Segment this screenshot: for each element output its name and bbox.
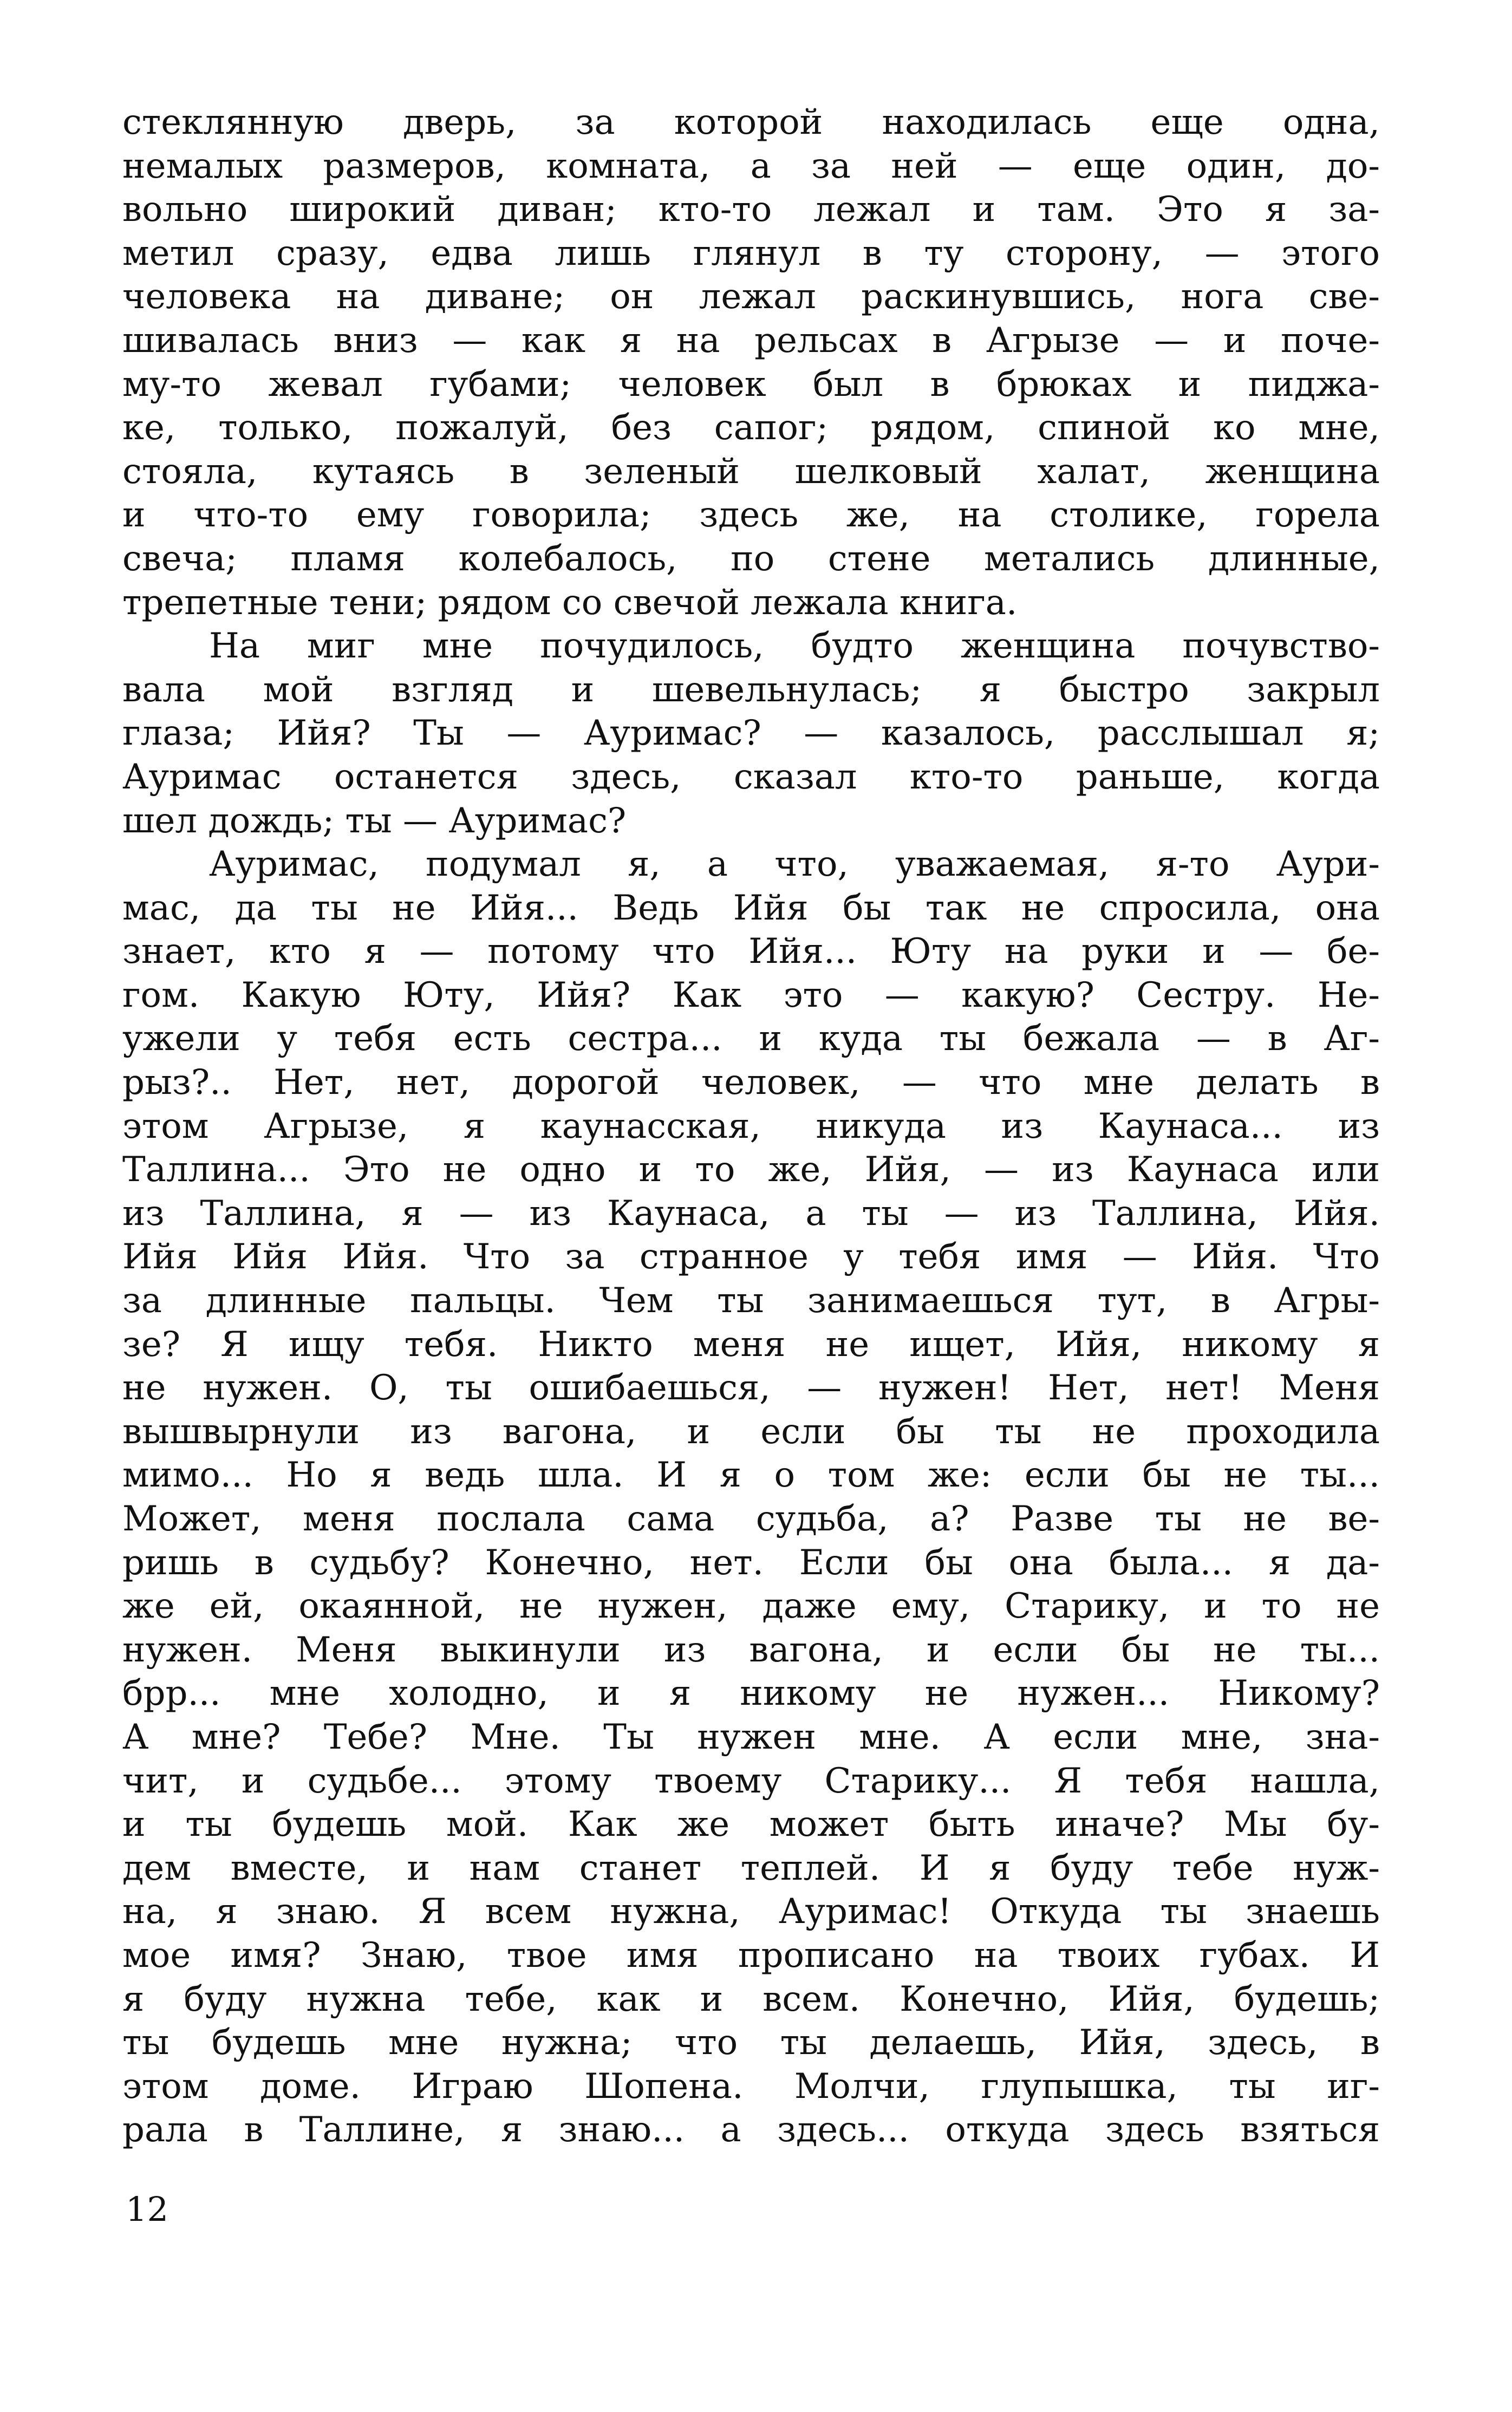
text-line: дем вместе, и нам станет теплей. И я буду тебе нуж- xyxy=(122,1848,1380,1888)
text-line: брр... мне холодно, и я никому не нужен... Никому? xyxy=(122,1673,1380,1714)
text-line: А мне? Тебе? Мне. Ты нужен мне. А если мне, зна- xyxy=(122,1717,1380,1757)
text-line: мас, да ты не Ийя... Ведь Ийя бы так не спросила, она xyxy=(122,888,1380,928)
text-line: глаза; Ийя? Ты — Ауримас? — казалось, расслышал я; xyxy=(122,713,1380,754)
text-line: человека на диване; он лежал раскинувшись, нога све- xyxy=(122,277,1380,317)
text-line: шел дождь; ты — Ауримас? xyxy=(122,800,627,841)
text-line: Таллина... Это не одно и то же, Ийя, — из Каунаса или xyxy=(122,1150,1380,1190)
text-line: нужен. Меня выкинули из вагона, и если бы не ты... xyxy=(122,1629,1380,1670)
text-line: трепетные тени; рядом со свечой лежала книга. xyxy=(122,582,1018,623)
text-line: ты будешь мне нужна; что ты делаешь, Ийя, здесь, в xyxy=(122,2023,1380,2063)
text-line: этом доме. Играю Шопена. Молчи, глупышка, ты иг- xyxy=(122,2066,1380,2107)
text-line: ужели у тебя есть сестра... и куда ты бежала — в Аг- xyxy=(122,1019,1380,1059)
text-line: немалых размеров, комната, а за ней — еще один, до- xyxy=(122,146,1380,186)
text-line: Может, меня послала сама судьба, а? Разве ты не ве- xyxy=(122,1499,1380,1539)
body-text xyxy=(122,101,1380,2152)
text-line: стеклянную дверь, за которой находилась еще одна, xyxy=(122,102,1380,142)
text-line: метил сразу, едва лишь глянул в ту сторону, — этого xyxy=(122,233,1380,273)
text-line: гом. Какую Юту, Ийя? Как это — какую? Сестру. Не- xyxy=(122,975,1380,1015)
text-line: я буду нужна тебе, как и всем. Конечно, Ийя, будешь; xyxy=(122,1979,1380,2019)
page-number: 12 xyxy=(126,2189,168,2229)
text-line: этом Агрызе, я каунасская, никуда из Каунаса... из xyxy=(122,1106,1380,1146)
text-line: Ауримас, подумал я, а что, уважаемая, я-то Аури- xyxy=(209,844,1380,885)
text-line: за длинные пальцы. Чем ты занимаешься тут, в Агры- xyxy=(122,1281,1380,1321)
text-line: му-то жевал губами; человек был в брюках и пиджа- xyxy=(122,364,1380,405)
text-line: вышвырнули из вагона, и если бы ты не проходила xyxy=(122,1411,1380,1452)
text-line: вала мой взгляд и шевельнулась; я быстро закрыл xyxy=(122,669,1380,710)
text-line: и что-то ему говорила; здесь же, на столике, горела xyxy=(122,495,1380,536)
text-line: Ийя Ийя Ийя. Что за странное у тебя имя — Ийя. Что xyxy=(122,1237,1380,1277)
text-line: из Таллина, я — из Каунаса, а ты — из Таллина, Ийя. xyxy=(122,1193,1380,1234)
text-line: не нужен. О, ты ошибаешься, — нужен! Нет, нет! Меня xyxy=(122,1368,1380,1409)
text-line: стояла, кутаясь в зеленый шелковый халат, женщина xyxy=(122,451,1380,492)
text-line: свеча; пламя колебалось, по стене метались длинные, xyxy=(122,538,1380,579)
text-line: зе? Я ищу тебя. Никто меня не ищет, Ийя, никому я xyxy=(122,1324,1380,1365)
text-line: рала в Таллине, я знаю... а здесь... откуда здесь взяться xyxy=(122,2110,1380,2150)
text-line: На миг мне почудилось, будто женщина почувство- xyxy=(209,626,1380,667)
text-line: же ей, окаянной, не нужен, даже ему, Старику, и то не xyxy=(122,1586,1380,1627)
text-line: вольно широкий диван; кто-то лежал и там. Это я за- xyxy=(122,190,1380,230)
text-line: ке, только, пожалуй, без сапог; рядом, спиной ко мне, xyxy=(122,408,1380,448)
text-line: мое имя? Знаю, твое имя прописано на твоих губах. И xyxy=(122,1935,1380,1976)
text-line: ришь в судьбу? Конечно, нет. Если бы она была... я да- xyxy=(122,1542,1380,1583)
text-line: рыз?.. Нет, нет, дорогой человек, — что мне делать в xyxy=(122,1062,1380,1103)
text-line: знает, кто я — потому что Ийя... Юту на руки и — бе- xyxy=(122,931,1380,972)
text-line: и ты будешь мой. Как же может быть иначе? Мы бу- xyxy=(122,1804,1380,1845)
text-line: шивалась вниз — как я на рельсах в Агрызе — и поче- xyxy=(122,320,1380,361)
text-line: на, я знаю. Я всем нужна, Ауримас! Откуда ты знаешь xyxy=(122,1892,1380,1932)
text-line: мимо... Но я ведь шла. И я о том же: если бы не ты... xyxy=(122,1455,1380,1496)
text-line: Ауримас останется здесь, сказал кто-то раньше, когда xyxy=(122,757,1380,797)
text-line: чит, и судьбе... этому твоему Старику... Я тебя нашла, xyxy=(122,1761,1380,1801)
